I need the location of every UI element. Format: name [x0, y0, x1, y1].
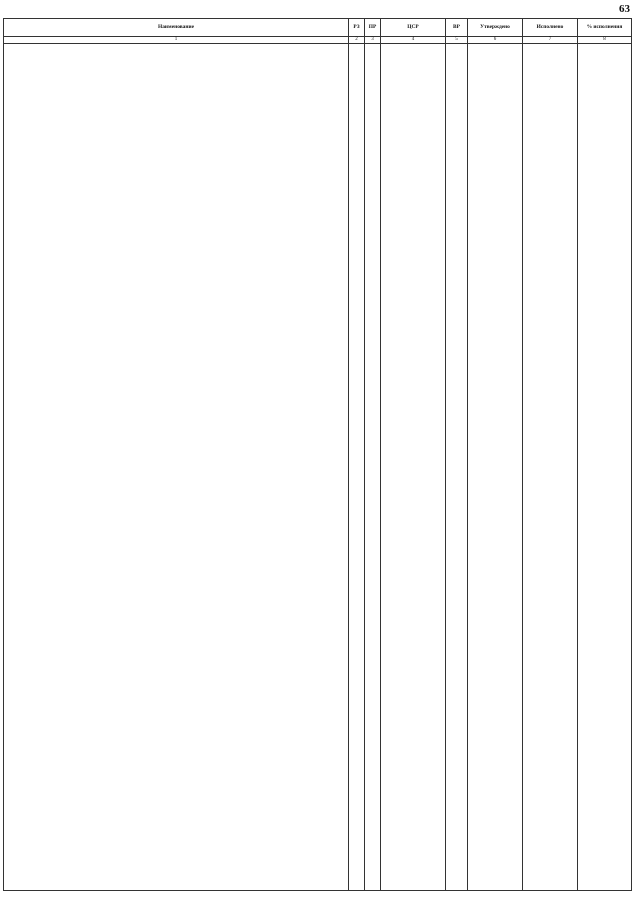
table-header-row [4, 19, 632, 37]
header-csr: ЦСР [381, 19, 446, 37]
column-number: 3 [365, 37, 381, 44]
header-rz: РЗ [349, 19, 365, 37]
page-number: 63 [619, 3, 630, 15]
header-percent: % исполнения [578, 19, 632, 37]
column-number: 2 [349, 37, 365, 44]
column-number: 8 [578, 37, 632, 44]
column-number: 4 [381, 37, 446, 44]
column-number: 5 [446, 37, 468, 44]
header-vr: ВР [446, 19, 468, 37]
column-number: 7 [523, 37, 578, 44]
header-name: Наименование [4, 19, 349, 37]
table-body-placeholder [4, 44, 632, 891]
header-approved: Утверждено [468, 19, 523, 37]
budget-execution-table [3, 18, 631, 891]
header-executed: Исполнено [523, 19, 578, 37]
column-number-row [4, 37, 632, 44]
column-number: 6 [468, 37, 523, 44]
column-number: 1 [4, 37, 349, 44]
header-pr: ПР [365, 19, 381, 37]
